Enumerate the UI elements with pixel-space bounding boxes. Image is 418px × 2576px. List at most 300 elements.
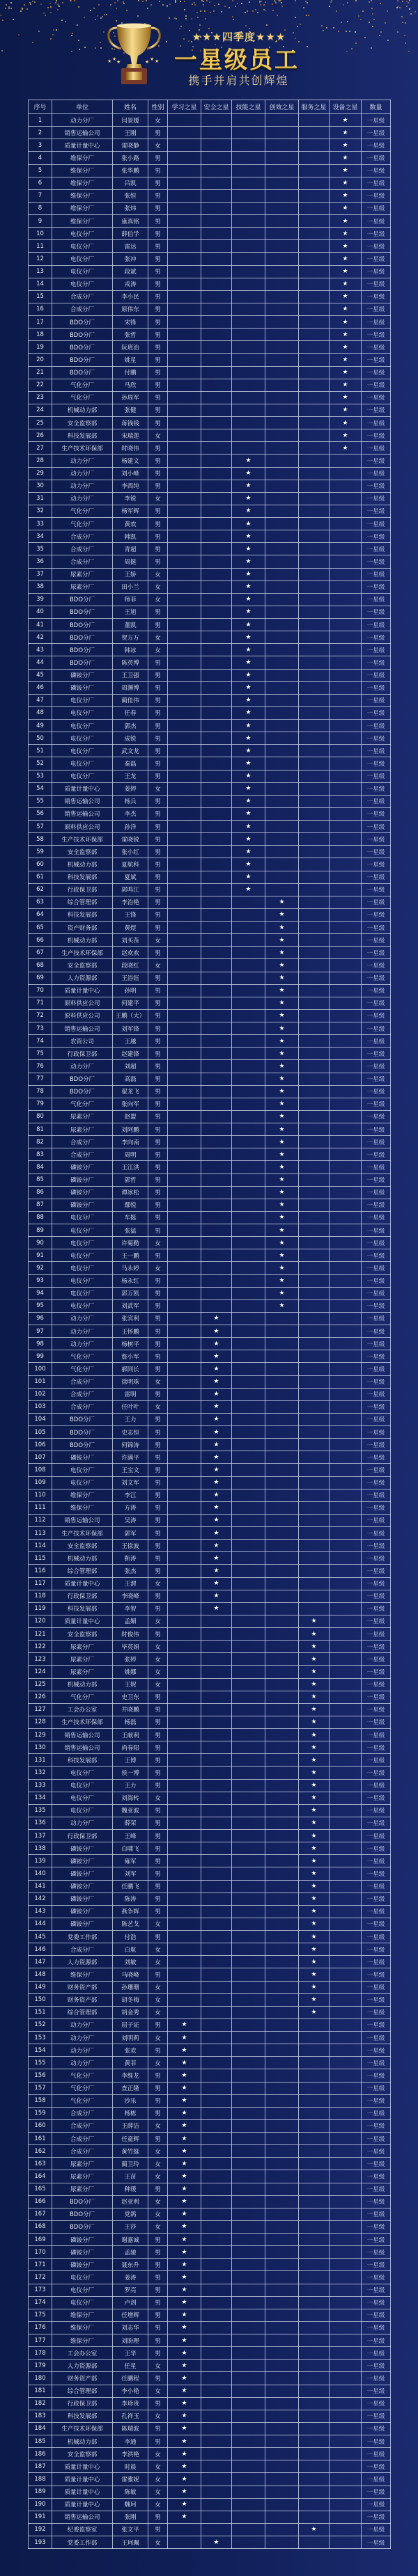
cell-equipment-star (330, 1123, 362, 1136)
cell-no: 171 (29, 2259, 52, 2271)
cell-gender: 男 (148, 1148, 168, 1161)
cell-no: 5 (29, 164, 52, 177)
table-row (29, 883, 391, 896)
cell-innovation-star (265, 2296, 299, 2309)
cell-name: 王龙 (113, 770, 148, 782)
cell-innovation-star (265, 379, 299, 391)
star-icon-skill: ★ (232, 770, 265, 782)
cell-equipment-star (330, 2498, 362, 2511)
cell-service-star (299, 164, 330, 177)
cell-unit: BDO分厂 (52, 2208, 113, 2220)
cell-innovation-star (265, 1540, 299, 1552)
cell-study-star (168, 580, 201, 593)
cell-unit: 尿素分厂 (52, 2158, 113, 2170)
cell-innovation-star (265, 1628, 299, 1641)
cell-unit: 合成分厂 (52, 2145, 113, 2158)
cell-no: 168 (29, 2220, 52, 2233)
cell-no: 159 (29, 2107, 52, 2119)
cell-skill-star (232, 2296, 265, 2309)
cell-innovation-star (265, 1653, 299, 1666)
cell-service-star (299, 1363, 330, 1375)
star-icon-equipment: ★ (330, 417, 362, 429)
cell-name: 赵盟 (113, 1110, 148, 1123)
cell-unit: BDO分厂 (52, 656, 113, 669)
cell-service-star (299, 2296, 330, 2309)
cell-name: 阮班治 (113, 341, 148, 354)
cell-equipment-star (330, 1792, 362, 1804)
star-icon-study: ★ (168, 2473, 201, 2486)
cell-level: 一星级 (362, 858, 391, 871)
table-row (29, 1615, 391, 1627)
cell-name: 刘阿鹏 (113, 1123, 148, 1136)
cell-unit: 电仪分厂 (52, 757, 113, 770)
cell-innovation-star (265, 1641, 299, 1653)
cell-no: 77 (29, 1073, 52, 1085)
table-row (29, 366, 391, 379)
cell-equipment-star (330, 1451, 362, 1464)
cell-service-star (299, 997, 330, 1009)
cell-service-star (299, 1148, 330, 1161)
cell-skill-star (232, 1211, 265, 1224)
cell-innovation-star (265, 2486, 299, 2498)
cell-unit: 动力分厂 (52, 455, 113, 467)
cell-no: 190 (29, 2498, 52, 2511)
cell-equipment-star (330, 1312, 362, 1325)
star-icon-study: ★ (168, 2145, 201, 2158)
star-icon-skill: ★ (232, 858, 265, 871)
star-icon-skill: ★ (232, 871, 265, 883)
cell-no: 183 (29, 2410, 52, 2422)
table-row (29, 253, 391, 265)
cell-no: 125 (29, 1678, 52, 1691)
cell-level: 一星级 (362, 757, 391, 770)
cell-innovation-star (265, 1615, 299, 1627)
cell-study-star (168, 1199, 201, 1211)
cell-gender: 女 (148, 1237, 168, 1249)
cell-innovation-star (265, 807, 299, 820)
cell-level: 一星级 (362, 1224, 391, 1237)
cell-innovation-star (265, 2397, 299, 2410)
cell-safety-star (201, 795, 232, 807)
cell-name: 卢剑 (113, 2296, 148, 2309)
cell-no: 8 (29, 202, 52, 214)
cell-innovation-star (265, 2523, 299, 2536)
cell-no: 18 (29, 329, 52, 341)
cell-innovation-star (265, 1943, 299, 1956)
col-header-unit: 单位 (52, 100, 113, 114)
cell-innovation-star (265, 1451, 299, 1464)
cell-gender: 男 (148, 1249, 168, 1262)
table-row (29, 2170, 391, 2183)
cell-level: 一星级 (362, 1792, 391, 1804)
star-icon-innovation: ★ (265, 1110, 299, 1123)
cell-study-star (168, 189, 201, 202)
cell-service-star (299, 202, 330, 214)
cell-skill-star (232, 164, 265, 177)
cell-gender: 男 (148, 543, 168, 555)
cell-gender: 男 (148, 1073, 168, 1085)
cell-safety-star (201, 669, 232, 681)
cell-service-star (299, 2309, 330, 2321)
cell-name: 李锐 (113, 492, 148, 505)
cell-no: 30 (29, 480, 52, 492)
cell-skill-star (232, 2360, 265, 2372)
cell-level: 一星级 (362, 391, 391, 404)
cell-study-star (168, 846, 201, 858)
cell-equipment-star (330, 1060, 362, 1073)
cell-skill-star (232, 278, 265, 290)
cell-safety-star (201, 164, 232, 177)
cell-study-star (168, 1817, 201, 1829)
cell-name: 张宾利 (113, 1312, 148, 1325)
cell-skill-star (232, 2410, 265, 2422)
table-row (29, 2385, 391, 2397)
cell-safety-star (201, 706, 232, 719)
cell-study-star (168, 1956, 201, 1968)
cell-unit: 安全监察部 (52, 1540, 113, 1552)
cell-innovation-star (265, 1893, 299, 1905)
star-icon-skill: ★ (232, 706, 265, 719)
cell-innovation-star (265, 366, 299, 379)
cell-unit: 质量计量中心 (52, 1615, 113, 1627)
star-icon-study: ★ (168, 2360, 201, 2372)
cell-study-star (168, 253, 201, 265)
cell-level: 一星级 (362, 114, 391, 127)
cell-name: 蒋钱钱 (113, 417, 148, 429)
cell-safety-star (201, 922, 232, 934)
cell-skill-star (232, 2397, 265, 2410)
cell-equipment-star (330, 1880, 362, 1893)
cell-service-star (299, 2498, 330, 2511)
cell-unit: 原料供应公司 (52, 821, 113, 833)
cell-innovation-star (265, 2473, 299, 2486)
cell-innovation-star (265, 202, 299, 214)
cell-study-star (168, 1918, 201, 1930)
cell-skill-star (232, 1186, 265, 1199)
star-icon-skill: ★ (232, 518, 265, 530)
cell-innovation-star (265, 1552, 299, 1565)
cell-safety-star (201, 1299, 232, 1312)
cell-level: 一星级 (362, 871, 391, 883)
cell-unit: 电仪分厂 (52, 706, 113, 719)
cell-gender: 女 (148, 2536, 168, 2549)
cell-equipment-star (330, 2422, 362, 2435)
cell-name: 刘海转 (113, 1792, 148, 1804)
cell-safety-star (201, 896, 232, 908)
star-icon-skill: ★ (232, 555, 265, 568)
cell-skill-star (232, 114, 265, 127)
cell-service-star (299, 644, 330, 656)
cell-service-star (299, 1009, 330, 1022)
cell-study-star (168, 1136, 201, 1148)
table-row (29, 2296, 391, 2309)
cell-innovation-star (265, 505, 299, 517)
cell-unit: 生产技术环保部 (52, 1716, 113, 1728)
cell-service-star (299, 1048, 330, 1060)
cell-study-star (168, 152, 201, 164)
cell-study-star (168, 1299, 201, 1312)
star-icon-study: ★ (168, 2271, 201, 2284)
cell-safety-star (201, 807, 232, 820)
cell-service-star (299, 2448, 330, 2460)
cell-unit: 磷铵分厂 (52, 669, 113, 681)
cell-name: 刘文军 (113, 1476, 148, 1489)
cell-no: 15 (29, 290, 52, 303)
cell-level: 一星级 (362, 1363, 391, 1375)
cell-study-star (168, 1325, 201, 1338)
cell-unit: 安全监察部 (52, 417, 113, 429)
cell-innovation-star (265, 606, 299, 618)
cell-study-star (168, 1224, 201, 1237)
cell-name: 李小艳 (113, 2385, 148, 2397)
cell-study-star (168, 1602, 201, 1615)
cell-name: 孟驰 (113, 2246, 148, 2259)
cell-innovation-star (265, 1804, 299, 1817)
cell-study-star (168, 1842, 201, 1855)
cell-equipment-star (330, 2107, 362, 2119)
star-icon-study: ★ (168, 2044, 201, 2057)
star-icon-skill: ★ (232, 455, 265, 467)
cell-level: 一星级 (362, 2195, 391, 2208)
cell-no: 98 (29, 1338, 52, 1350)
cell-unit: 电仪分厂 (52, 694, 113, 706)
cell-level: 一星级 (362, 1439, 391, 1451)
cell-level: 一星级 (362, 1552, 391, 1565)
cell-service-star (299, 1287, 330, 1299)
cell-name: 张华鹏 (113, 164, 148, 177)
cell-equipment-star (330, 1691, 362, 1703)
cell-no: 101 (29, 1375, 52, 1388)
cell-service-star (299, 580, 330, 593)
star-icon-study: ★ (168, 2385, 201, 2397)
cell-level: 一星级 (362, 278, 391, 290)
cell-unit: 生产技术环保部 (52, 947, 113, 959)
cell-innovation-star (265, 2133, 299, 2145)
cell-no: 118 (29, 1590, 52, 1602)
table-row (29, 1287, 391, 1299)
star-icon-skill: ★ (232, 492, 265, 505)
cell-no: 124 (29, 1666, 52, 1678)
cell-equipment-star (330, 1249, 362, 1262)
cell-unit: 销售运输公司 (52, 795, 113, 807)
cell-service-star (299, 290, 330, 303)
table-row (29, 1501, 391, 1514)
table-row (29, 972, 391, 984)
cell-name: 雷雅妮 (113, 2473, 148, 2486)
cell-equipment-star (330, 908, 362, 921)
star-icon-service: ★ (299, 1779, 330, 1792)
cell-level: 一星级 (362, 329, 391, 341)
cell-service-star (299, 1464, 330, 1476)
cell-level: 一星级 (362, 972, 391, 984)
cell-innovation-star (265, 442, 299, 455)
cell-unit: 行政保卫部 (52, 883, 113, 896)
cell-unit: BDO分厂 (52, 2220, 113, 2233)
cell-no: 91 (29, 1249, 52, 1262)
cell-skill-star (232, 2511, 265, 2523)
cell-unit: BDO分厂 (52, 631, 113, 644)
cell-innovation-star (265, 2208, 299, 2220)
cell-gender: 男 (148, 2309, 168, 2321)
col-header-study-star: 学习之星 (168, 100, 201, 114)
cell-no: 150 (29, 1993, 52, 2006)
cell-service-star (299, 152, 330, 164)
star-icon-service: ★ (299, 1956, 330, 1968)
cell-safety-star (201, 1931, 232, 1943)
star-icon-skill: ★ (232, 807, 265, 820)
cell-level: 一星级 (362, 2183, 391, 2195)
cell-equipment-star (330, 959, 362, 972)
cell-innovation-star (265, 2321, 299, 2334)
cell-unit: 气化分厂 (52, 2082, 113, 2094)
cell-unit: 磷铵分厂 (52, 2259, 113, 2271)
star-icon-safety: ★ (201, 1363, 232, 1375)
cell-name: 周明 (113, 1148, 148, 1161)
cell-gender: 男 (148, 1048, 168, 1060)
cell-gender: 女 (148, 1943, 168, 1956)
cell-no: 110 (29, 1489, 52, 1501)
cell-safety-star (201, 2208, 232, 2220)
cell-name: 李江 (113, 1489, 148, 1501)
cell-gender: 女 (148, 2385, 168, 2397)
cell-service-star (299, 2220, 330, 2233)
table-row (29, 1274, 391, 1287)
cell-no: 166 (29, 2195, 52, 2208)
cell-equipment-star (330, 1476, 362, 1489)
cell-gender: 女 (148, 2057, 168, 2069)
cell-service-star (299, 619, 330, 631)
cell-equipment-star (330, 681, 362, 694)
table-row (29, 2422, 391, 2435)
cell-unit: 磷铵分厂 (52, 2246, 113, 2259)
cell-name: 贺万万 (113, 631, 148, 644)
cell-equipment-star (330, 883, 362, 896)
cell-innovation-star (265, 2018, 299, 2031)
cell-name: 胡冬梅 (113, 1993, 148, 2006)
star-icon-safety: ★ (201, 1451, 232, 1464)
table-row (29, 922, 391, 934)
cell-service-star (299, 278, 330, 290)
cell-level: 一星级 (362, 833, 391, 846)
cell-unit: 动力分厂 (52, 492, 113, 505)
cell-unit: 合成分厂 (52, 1943, 113, 1956)
cell-innovation-star (265, 745, 299, 757)
star-icon-innovation: ★ (265, 1186, 299, 1199)
cell-service-star (299, 1098, 330, 1110)
cell-level: 一星级 (362, 2410, 391, 2422)
cell-level: 一星级 (362, 745, 391, 757)
star-icon-skill: ★ (232, 795, 265, 807)
cell-no: 126 (29, 1691, 52, 1703)
cell-unit: 电仪分厂 (52, 1804, 113, 1817)
star-icon-safety: ★ (201, 1325, 232, 1338)
cell-gender: 男 (148, 2422, 168, 2435)
cell-service-star (299, 366, 330, 379)
cell-safety-star (201, 606, 232, 618)
cell-skill-star (232, 253, 265, 265)
cell-name: 郭鸣江 (113, 883, 148, 896)
cell-gender: 男 (148, 2107, 168, 2119)
cell-innovation-star (265, 681, 299, 694)
cell-study-star (168, 1363, 201, 1375)
star-icon-study: ★ (168, 2069, 201, 2082)
cell-name: 屈子证 (113, 2018, 148, 2031)
cell-no: 75 (29, 1048, 52, 1060)
cell-gender: 男 (148, 1880, 168, 1893)
cell-service-star (299, 1123, 330, 1136)
table-row (29, 2183, 391, 2195)
cell-gender: 女 (148, 1653, 168, 1666)
cell-service-star (299, 631, 330, 644)
cell-unit: 气化分厂 (52, 1350, 113, 1363)
table-row (29, 1110, 391, 1123)
table-row (29, 1552, 391, 1565)
cell-no: 90 (29, 1237, 52, 1249)
cell-equipment-star (330, 1363, 362, 1375)
cell-study-star (168, 1098, 201, 1110)
cell-level: 一星级 (362, 1577, 391, 1590)
table-row (29, 2397, 391, 2410)
cell-skill-star (232, 442, 265, 455)
cell-skill-star (232, 1098, 265, 1110)
cell-name: 王越 (113, 1035, 148, 1048)
cell-skill-star (232, 2044, 265, 2057)
cell-name: 王娇 (113, 568, 148, 580)
table-row (29, 1186, 391, 1199)
table-row (29, 152, 391, 164)
cell-unit: 质量计量中心 (52, 2486, 113, 2498)
star-icon-innovation: ★ (265, 1073, 299, 1085)
cell-no: 184 (29, 2422, 52, 2435)
cell-innovation-star (265, 706, 299, 719)
cell-equipment-star (330, 593, 362, 606)
star-icon-innovation: ★ (265, 1085, 299, 1098)
cell-level: 一星级 (362, 1678, 391, 1691)
star-icon-equipment: ★ (330, 265, 362, 278)
cell-name: 杨建文 (113, 455, 148, 467)
cell-equipment-star (330, 543, 362, 555)
cell-name: 王力 (113, 1779, 148, 1792)
star-icon-innovation: ★ (265, 1009, 299, 1022)
cell-unit: 尿素分厂 (52, 1653, 113, 1666)
star-icon-equipment: ★ (330, 303, 362, 315)
cell-equipment-star (330, 757, 362, 770)
table-row (29, 1426, 391, 1439)
cell-skill-star (232, 2523, 265, 2536)
cell-service-star (299, 1224, 330, 1237)
table-row (29, 505, 391, 517)
cell-service-star (299, 2321, 330, 2334)
cell-no: 83 (29, 1148, 52, 1161)
cell-name: 马晓峰 (113, 1968, 148, 1981)
cell-level: 一星级 (362, 2170, 391, 2183)
cell-skill-star (232, 1338, 265, 1350)
cell-unit: 机械动力部 (52, 1552, 113, 1565)
cell-service-star (299, 2234, 330, 2246)
cell-gender: 男 (148, 1867, 168, 1880)
cell-service-star (299, 505, 330, 517)
cell-name: 李向南 (113, 1136, 148, 1148)
cell-level: 一星级 (362, 2271, 391, 2284)
cell-gender: 男 (148, 871, 168, 883)
table-row (29, 265, 391, 278)
cell-safety-star (201, 1867, 232, 1880)
cell-level: 一星级 (362, 1022, 391, 1035)
cell-innovation-star (265, 1338, 299, 1350)
table-row (29, 1943, 391, 1956)
star-icon-study: ★ (168, 2397, 201, 2410)
cell-service-star (299, 265, 330, 278)
